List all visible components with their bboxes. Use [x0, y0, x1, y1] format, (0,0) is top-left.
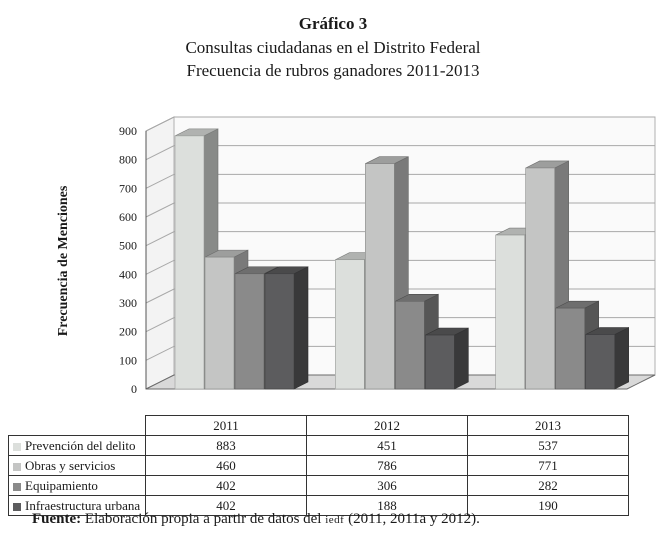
y-axis-title: Frecuencia de Menciones: [56, 185, 71, 337]
bar: [496, 235, 525, 389]
bar: [175, 136, 204, 389]
bar: [335, 260, 364, 389]
data-table: [8, 415, 629, 516]
y-tick-label: 100: [119, 353, 137, 368]
legend-label: Infraestructura urbana: [25, 497, 141, 513]
legend-label: Obras y servicios: [25, 457, 116, 473]
table-row: [9, 456, 629, 476]
y-tick-label: 800: [119, 152, 137, 167]
bar-side-face: [294, 267, 308, 389]
legend-label: Equipamiento: [25, 477, 98, 493]
data-label: 771: [468, 456, 629, 476]
y-tick-label: 300: [119, 296, 137, 310]
table-row: [9, 476, 629, 496]
y-tick-label: 700: [119, 181, 137, 196]
bar: [586, 335, 615, 389]
legend-entry: [9, 456, 146, 476]
source-years: (2011, 2011a y 2012).: [344, 511, 480, 527]
chart-label: Gráfico 3: [298, 14, 368, 33]
bar: [425, 335, 454, 389]
data-label: 786: [307, 456, 468, 476]
table-corner: [9, 416, 146, 436]
data-label: 190: [468, 496, 629, 516]
legend-label: Prevención del delito: [25, 437, 136, 453]
y-tick-label: 600: [119, 210, 137, 224]
chart-title: Consultas ciudadanas en el Distrito Federal: [185, 38, 481, 57]
bar-side-face: [615, 328, 629, 389]
data-label: 883: [146, 436, 307, 456]
y-tick-label: 900: [119, 124, 137, 138]
bar: [265, 274, 294, 389]
table-category-2011: 2011: [146, 416, 307, 436]
y-tick-label: 0: [131, 382, 137, 396]
bar: [526, 168, 555, 389]
data-label: 188: [307, 496, 468, 516]
source-note: [32, 511, 480, 528]
bar: [205, 257, 234, 389]
data-label: 402: [146, 476, 307, 496]
table-header-row: [9, 416, 629, 436]
chart-subtitle: Frecuencia de rubros ganadores 2011-2013: [186, 61, 480, 80]
source-prefix: Fuente:: [32, 511, 82, 527]
legend-entry: [9, 476, 146, 496]
legend-swatch: [13, 503, 21, 511]
legend-entry: [9, 436, 146, 456]
legend-swatch: [13, 443, 21, 451]
legend-swatch: [13, 463, 21, 471]
y-tick-label: 500: [119, 238, 137, 253]
y-tick-label: 200: [119, 324, 137, 339]
table-category-2013: 2013: [468, 416, 629, 436]
table-row: [9, 436, 629, 456]
source-abbr: iedf: [325, 514, 345, 526]
bar: [556, 308, 585, 389]
bar: [395, 301, 424, 389]
data-label: 282: [468, 476, 629, 496]
legend-swatch: [13, 483, 21, 491]
bar-side-face: [454, 328, 468, 389]
data-label: 306: [307, 476, 468, 496]
data-label: 402: [146, 496, 307, 516]
y-tick-label: 400: [119, 267, 137, 282]
data-label: 537: [468, 436, 629, 456]
bar: [365, 164, 394, 389]
table-category-2012: 2012: [307, 416, 468, 436]
source-text: Elaboración propia a partir de datos del: [81, 511, 326, 527]
data-label: 460: [146, 456, 307, 476]
data-label: 451: [307, 436, 468, 456]
bar: [235, 274, 264, 389]
